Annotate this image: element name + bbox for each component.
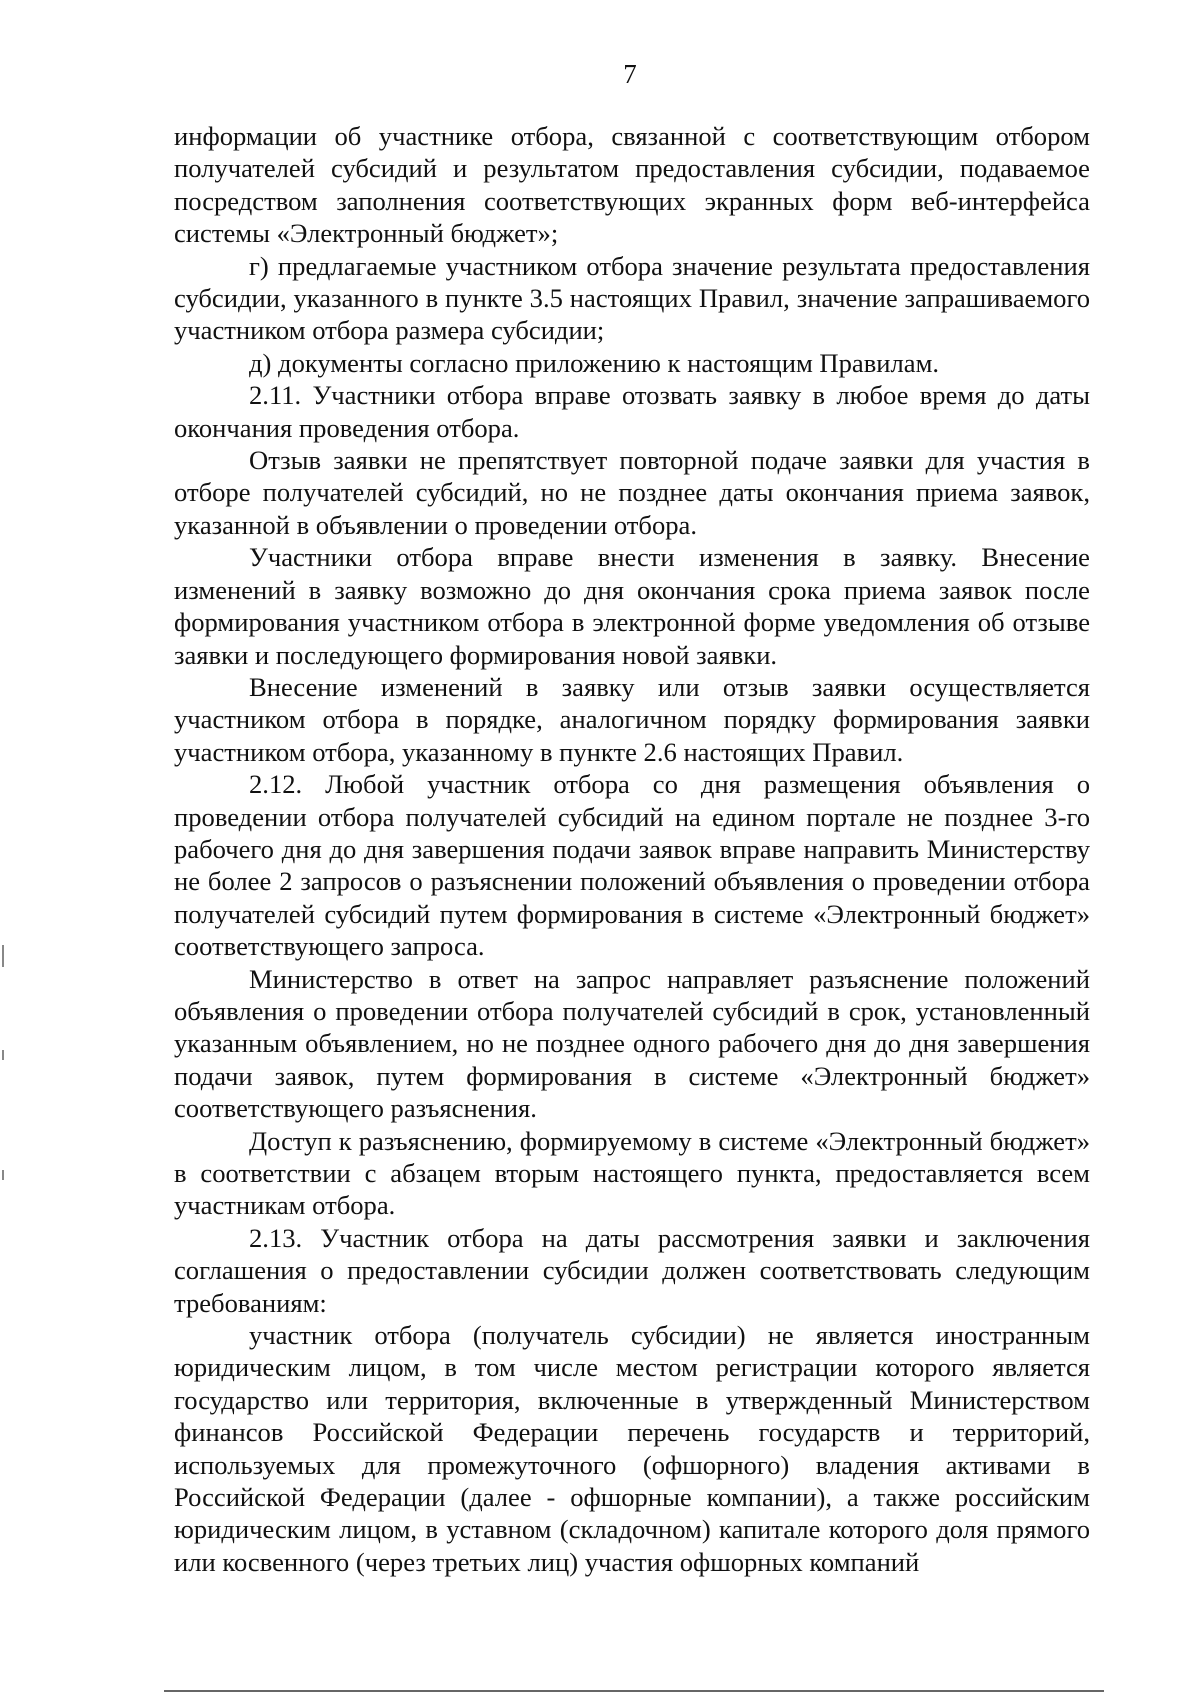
bottom-edge-line bbox=[164, 1690, 1104, 1692]
paragraph-changes-procedure: Внесение изменений в заявку или отзыв заявки осуществляется участником отбора в порядке, аналогичном порядку формирования заявки участником отбора, указанному в пункте 2.6 настоящих Правил. bbox=[174, 671, 1090, 767]
paragraph-withdrawal: Отзыв заявки не препятствует повторной подаче заявки для участия в отборе получателей субсидий, но не позднее даты окончания приема заявок, указанной в объявлении о проведении отбора. bbox=[174, 445, 1090, 540]
paragraph-requirement-offshore: участник отбора (получатель субсидии) не является иностранным юридическим лицом, в том числе местом регистрации которого является государство или территория, включенные в утвержденный Министерством финансов Российской Федерации перечень государств и территорий, используемых для промежуточного (офшорного) владения активами в Российской Федерации (далее - офшорные компании), а также российским юридическим лицом, в уставном (складочном) капитале которого доля прямого или косвенного (через третьих лиц) участия офшорных компаний bbox=[174, 1320, 1090, 1577]
document-body bbox=[174, 120, 1090, 1578]
paragraph-ministry-response: Министерство в ответ на запрос направляет разъяснение положений объявления о проведении отбора получателей субсидий в срок, установленный указанным объявлением, но не позднее одного рабочего дня до дня завершения подачи заявок, путем формирования в системе «Электронный бюджет» соответствующего разъяснения. bbox=[174, 963, 1090, 1124]
paragraph-access: Доступ к разъяснению, формируемому в системе «Электронный бюджет» в соответствии с абзацем вторым настоящего пункта, предоставляется всем участникам отбора. bbox=[174, 1125, 1090, 1221]
scan-edge-mark bbox=[2, 1170, 4, 1180]
paragraph-item-g: г) предлагаемые участником отбора значение результата предоставления субсидии, указанного в пункте 3.5 настоящих Правил, значение запрашиваемого участником отбора размера субсидии; bbox=[174, 250, 1090, 346]
paragraph-changes: Участники отбора вправе внести изменения в заявку. Внесение изменений в заявку возможно до дня окончания срока приема заявок после формирования участником отбора в электронной форме уведомления об отзыве заявки и последующего формирования новой заявки. bbox=[174, 542, 1090, 670]
scan-edge-mark bbox=[2, 1050, 4, 1060]
paragraph-item-d: д) документы согласно приложению к настоящим Правилам. bbox=[249, 347, 940, 378]
paragraph-2-12: 2.12. Любой участник отбора со дня размещения объявления о проведении отбора получателей субсидий на едином портале не позднее 3-го рабочего дня до дня завершения подачи заявок вправе направить Министерству не более 2 запросов о разъяснении положений объявления о проведении отбора получателей субсидий путем формирования в системе «Электронный бюджет» соответствующего запроса. bbox=[174, 769, 1090, 962]
paragraph-2-13: 2.13. Участник отбора на даты рассмотрения заявки и заключения соглашения о предоставлении субсидии должен соответствовать следующим требованиям: bbox=[174, 1222, 1090, 1318]
paragraph-continuation: информации об участнике отбора, связанной с соответствующим отбором получателей субсидий и результатом предоставления субсидии, подаваемое посредством заполнения соответствующих экранных форм веб-интерфейса системы «Электронный бюджет»; bbox=[174, 121, 1090, 249]
paragraph-2-11: 2.11. Участники отбора вправе отозвать заявку в любое время до даты окончания проведения отбора. bbox=[174, 380, 1090, 443]
scan-edge-mark bbox=[2, 945, 4, 967]
page-number: 7 bbox=[623, 59, 637, 89]
